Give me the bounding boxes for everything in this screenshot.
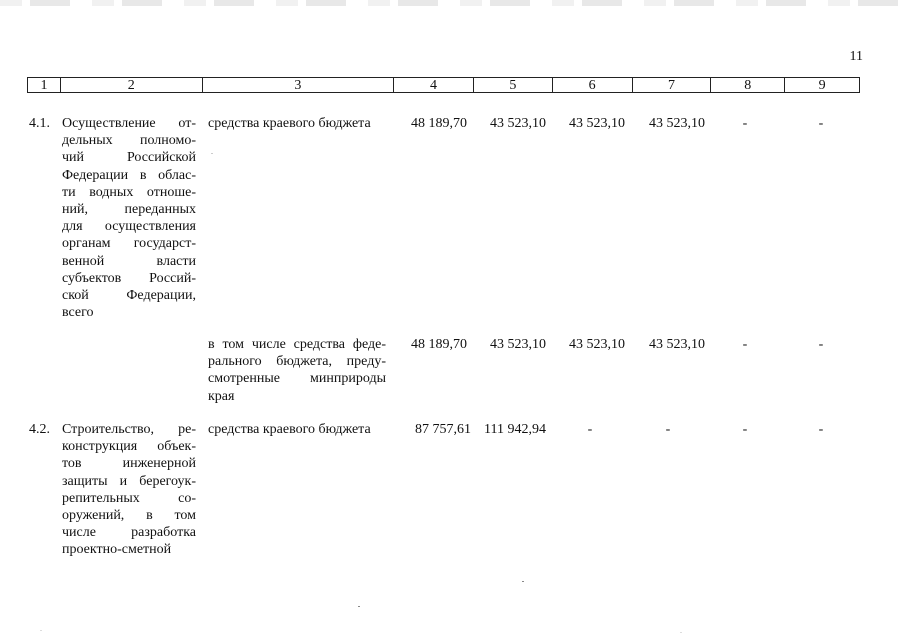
- row-col-6: 43 523,10: [569, 116, 625, 131]
- page-number: 11: [849, 49, 863, 64]
- header-col-4: 4: [394, 78, 474, 92]
- row-name-line: ти водных отноше-: [62, 184, 196, 200]
- row-col-7: 43 523,10: [649, 337, 705, 352]
- scan-speck: [211, 153, 213, 154]
- row-name-line: ской Федерации,: [62, 288, 196, 304]
- row-number: 4.1.: [29, 116, 50, 131]
- row-name: [62, 421, 196, 559]
- row-name-line: защиты и берегоук-: [62, 473, 196, 489]
- row-col-5: 43 523,10: [490, 337, 546, 352]
- row-source: [208, 336, 386, 405]
- scan-speck: [358, 606, 360, 607]
- row-name-line: чий Российской: [62, 150, 196, 166]
- row-source: средства краевого бюджета: [208, 422, 371, 437]
- row-name-line: дельных полномо-: [62, 133, 196, 149]
- header-col-3: 3: [203, 78, 395, 92]
- row-name-line: числе разработка: [62, 525, 196, 541]
- row-name-line: Осуществление от-: [62, 116, 196, 131]
- header-col-2: 2: [61, 78, 203, 92]
- row-source: средства краевого бюджета: [208, 116, 371, 131]
- scan-speck: [680, 632, 682, 633]
- row-col-8: -: [742, 422, 748, 437]
- scan-speck: [522, 581, 524, 582]
- row-col-4: 87 757,61: [415, 422, 471, 437]
- row-name-line: Строительство, ре-: [62, 422, 196, 437]
- row-col-9: -: [818, 422, 824, 437]
- row-col-8: -: [742, 337, 748, 352]
- row-name-line: органам государст-: [62, 236, 196, 252]
- header-col-6: 6: [553, 78, 633, 92]
- row-name-line: проектно-сметной: [62, 542, 172, 558]
- header-col-9: 9: [818, 78, 826, 93]
- row-col-5: 111 942,94: [484, 422, 546, 437]
- row-name-line: ний, переданных: [62, 202, 196, 218]
- row-name-line: венной власти: [62, 253, 196, 269]
- row-source-line: рального бюджета, преду-: [208, 354, 386, 370]
- row-col-5: 43 523,10: [490, 116, 546, 131]
- header-col-7: 7: [633, 78, 712, 92]
- row-name-line: конструкция объек-: [62, 439, 196, 455]
- row-col-7: -: [665, 422, 671, 437]
- row-name-line: субъектов Россий-: [62, 270, 196, 286]
- header-col-5: 5: [474, 78, 553, 92]
- row-name-line: оружений, в том: [62, 508, 196, 524]
- row-col-4: 48 189,70: [411, 337, 467, 352]
- row-name-line: тов инженерной: [62, 456, 196, 472]
- row-col-8: -: [742, 116, 748, 131]
- row-col-9: -: [818, 116, 824, 131]
- row-name-line: всего: [62, 305, 94, 321]
- row-col-9: -: [818, 337, 824, 352]
- row-name-line: репительных со-: [62, 490, 196, 506]
- table-header-row: [27, 77, 860, 93]
- scan-speck: [40, 630, 42, 631]
- row-col-6: -: [587, 422, 593, 437]
- row-col-6: 43 523,10: [569, 337, 625, 352]
- header-col-1: 1: [28, 78, 61, 92]
- scan-artifact-top: [0, 0, 905, 6]
- header-col-8: 8: [711, 78, 785, 92]
- row-name: [62, 115, 196, 321]
- row-source-line: края: [208, 388, 235, 404]
- row-col-4: 48 189,70: [411, 116, 467, 131]
- row-col-7: 43 523,10: [649, 116, 705, 131]
- row-source-line: в том числе средства феде-: [208, 337, 386, 352]
- row-source-line: смотренные минприроды: [208, 371, 386, 387]
- row-name-line: для осуществления: [62, 219, 196, 235]
- row-name-line: Федерации в облас-: [62, 167, 196, 183]
- row-number: 4.2.: [29, 422, 50, 437]
